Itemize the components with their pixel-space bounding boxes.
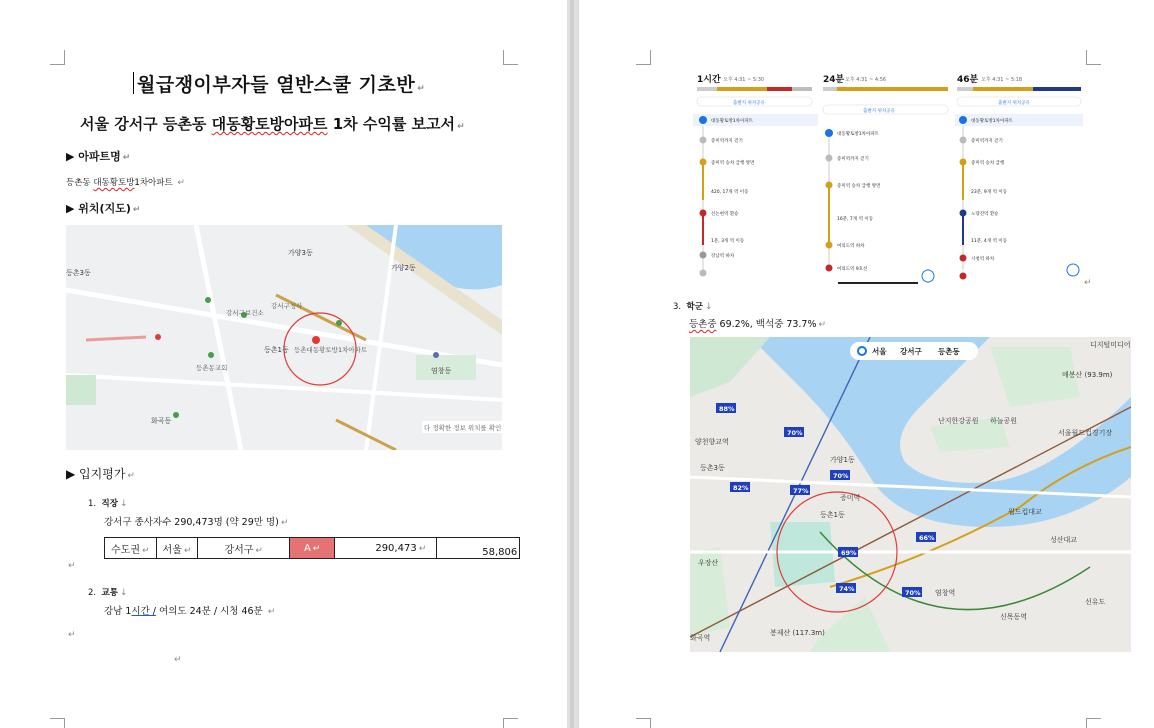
map-place: 신목동역 bbox=[1000, 613, 1028, 621]
svg-text:시청역 하차: 시청역 하차 bbox=[971, 257, 995, 262]
paragraph-mark: ↵ bbox=[68, 561, 76, 571]
text-cursor bbox=[133, 72, 134, 94]
map-place: 가양1동 bbox=[830, 456, 855, 464]
school-district-map[interactable] bbox=[690, 337, 1131, 652]
crop-mark bbox=[503, 718, 518, 728]
table-cell[interactable]: 58,806 bbox=[437, 538, 520, 559]
svg-text:증미역까지 걷기: 증미역까지 걷기 bbox=[711, 139, 743, 144]
svg-text:강남역 하차: 강남역 하차 bbox=[711, 254, 735, 259]
apartment-name[interactable]: 등촌동 대동황토방1차아파트 ↵ bbox=[66, 178, 185, 188]
table-cell[interactable]: 290,473 ↵ bbox=[335, 538, 437, 559]
map-pin-label: 강서구청사 bbox=[271, 302, 303, 310]
document-page-2 bbox=[579, 0, 1154, 728]
svg-text:출발지 위치공유: 출발지 위치공유 bbox=[863, 109, 895, 114]
svg-text:70%: 70% bbox=[833, 472, 849, 480]
map-label: 등촌1동 bbox=[264, 346, 289, 354]
svg-text:대동황토방1차아파트: 대동황토방1차아파트 bbox=[971, 119, 1013, 124]
map-pin-label: 강서구보건소 bbox=[226, 309, 264, 317]
svg-text:69%: 69% bbox=[841, 549, 857, 557]
svg-text:11분, 4개 역 이동: 11분, 4개 역 이동 bbox=[971, 239, 1008, 244]
svg-text:출발지 위치공유: 출발지 위치공유 bbox=[733, 101, 765, 106]
map-place: 등촌3동 bbox=[700, 464, 725, 472]
report-title[interactable]: 월급쟁이부자들 열반스쿨 기초반 ↵ bbox=[137, 70, 425, 97]
svg-text:오후 4:31 ~ 5:18: 오후 4:31 ~ 5:18 bbox=[981, 77, 1023, 83]
crop-mark bbox=[503, 50, 518, 65]
svg-text:1분, 3개 역 이동: 1분, 3개 역 이동 bbox=[711, 239, 745, 244]
svg-text:74%: 74% bbox=[839, 585, 855, 593]
crop-mark bbox=[50, 50, 65, 65]
svg-text:노량진역 환승: 노량진역 환승 bbox=[971, 212, 999, 217]
map-pin-label: 등촌대동황토방1차아파트 bbox=[294, 346, 368, 354]
map-label: 화곡동 bbox=[151, 417, 172, 425]
svg-text:77%: 77% bbox=[793, 487, 809, 495]
page-gap bbox=[567, 0, 579, 728]
map-place: 화곡역 bbox=[690, 634, 711, 642]
map-pin-label: 등촌동교회 bbox=[196, 364, 228, 372]
paragraph-mark: ↵ bbox=[174, 655, 182, 665]
svg-text:70%: 70% bbox=[905, 589, 921, 597]
map-place: 선유도 bbox=[1085, 598, 1106, 606]
svg-text:24분: 24분 bbox=[823, 75, 845, 85]
svg-text:대동황토방1차아파트: 대동황토방1차아파트 bbox=[711, 119, 753, 124]
svg-text:신논현역 환승: 신논현역 환승 bbox=[711, 212, 739, 217]
svg-text:66%: 66% bbox=[919, 534, 935, 542]
nav-item: 강서구 bbox=[900, 347, 922, 356]
map-place: 하늘공원 bbox=[990, 417, 1018, 425]
map-notice: 다 정확한 정보 위치를 확인 bbox=[424, 424, 502, 432]
map-place: 매봉산 (93.9m) bbox=[1062, 371, 1113, 379]
table-cell[interactable]: 수도권 ↵ bbox=[105, 538, 157, 559]
svg-text:여의도역 9호선: 여의도역 9호선 bbox=[837, 267, 868, 272]
transit-route-image[interactable] bbox=[693, 70, 1083, 285]
item-1-text[interactable]: 강서구 종사자수 290,473명 (약 29만 명) ↵ bbox=[104, 517, 289, 528]
svg-text:증미역 승차 급행: 증미역 승차 급행 bbox=[971, 161, 1005, 166]
svg-text:대동황토방1차아파트: 대동황토방1차아파트 bbox=[837, 132, 879, 137]
table-cell-highlighted[interactable]: A ↵ bbox=[289, 538, 334, 559]
location-map[interactable] bbox=[66, 225, 502, 450]
svg-text:16분, 7개 역 이동: 16분, 7개 역 이동 bbox=[837, 217, 874, 222]
map-place: 등촌1동 bbox=[820, 511, 845, 519]
svg-text:오후 4:31 ~ 5:30: 오후 4:31 ~ 5:30 bbox=[723, 77, 765, 83]
svg-text:증미역까지 걷기: 증미역까지 걷기 bbox=[837, 157, 869, 162]
map-place: 서울월드컵경기장 bbox=[1058, 429, 1113, 437]
item-2-heading[interactable]: 2. 교통 ↓ bbox=[88, 588, 128, 598]
svg-text:여의도역 하차: 여의도역 하차 bbox=[837, 244, 865, 249]
map-place: 양천향교역 bbox=[695, 438, 729, 446]
map-label: 가양3동 bbox=[288, 249, 313, 257]
crop-mark bbox=[636, 50, 651, 65]
employment-table[interactable] bbox=[104, 537, 520, 559]
section-apartment-heading[interactable]: ▶ 아파트명 ↵ bbox=[66, 150, 131, 163]
map-place: 증미역 bbox=[840, 494, 861, 502]
item-1-heading[interactable]: 1. 직장 ↓ bbox=[88, 499, 128, 509]
nav-item: 등촌동 bbox=[938, 347, 960, 356]
svg-text:1시간: 1시간 bbox=[697, 75, 721, 85]
map-navigation[interactable] bbox=[850, 342, 978, 360]
table-cell[interactable]: 서울 ↵ bbox=[156, 538, 198, 559]
item-2-text[interactable]: 강남 1시간 / 여의도 24분 / 시청 46분 ↵ bbox=[104, 606, 276, 617]
paragraph-mark: ↵ bbox=[68, 630, 76, 640]
svg-text:오후 4:31 ~ 4:56: 오후 4:31 ~ 4:56 bbox=[845, 77, 887, 83]
svg-text:82%: 82% bbox=[733, 484, 749, 492]
item-3-heading[interactable]: 3. 학군 ↓ bbox=[673, 302, 713, 312]
item-3-text[interactable]: 등촌중 69.2%, 백석중 73.7% ↵ bbox=[689, 319, 827, 330]
map-place: 우장산 bbox=[698, 559, 719, 567]
section-location-heading[interactable]: ▶ 위치(지도) ↵ bbox=[66, 202, 141, 215]
map-place: 성산대교 bbox=[1050, 536, 1078, 544]
section-evaluation-heading[interactable]: ▶ 입지평가 ↵ bbox=[66, 467, 135, 481]
crop-mark bbox=[636, 718, 651, 728]
table-cell[interactable]: 강서구 ↵ bbox=[198, 538, 290, 559]
svg-text:23분, 9개 역 이동: 23분, 9개 역 이동 bbox=[971, 190, 1008, 195]
crop-mark bbox=[1086, 718, 1101, 728]
svg-text:420, 17개 역 이동: 420, 17개 역 이동 bbox=[711, 190, 749, 195]
svg-text:출발지 위치공유: 출발지 위치공유 bbox=[998, 101, 1030, 106]
crop-mark bbox=[50, 718, 65, 728]
map-place: 월드컵대교 bbox=[1008, 508, 1042, 516]
crop-mark bbox=[1086, 50, 1101, 65]
svg-text:증미역 승차 급행 방면: 증미역 승차 급행 방면 bbox=[837, 184, 881, 189]
svg-text:88%: 88% bbox=[719, 405, 735, 413]
svg-text:증미역까지 걷기: 증미역까지 걷기 bbox=[971, 139, 1003, 144]
paragraph-mark: ↵ bbox=[1084, 278, 1092, 288]
report-subtitle[interactable]: 서울 강서구 등촌동 대동황토방아파트 1차 수익률 보고서 ↵ bbox=[80, 115, 465, 133]
svg-text:증미역 승차 급행 방면: 증미역 승차 급행 방면 bbox=[711, 161, 755, 166]
map-place: 봉제산 (117.3m) bbox=[770, 629, 825, 637]
map-place: 난지한강공원 bbox=[938, 417, 979, 425]
map-place: 디지털미디어 bbox=[1090, 341, 1131, 349]
nav-item: 서울 bbox=[872, 347, 887, 356]
svg-text:46분: 46분 bbox=[957, 75, 979, 85]
map-place: 염창역 bbox=[935, 589, 956, 597]
map-label: 가양2동 bbox=[391, 264, 416, 272]
svg-text:70%: 70% bbox=[787, 429, 803, 437]
document-page-1 bbox=[0, 0, 567, 728]
map-label: 염창동 bbox=[431, 367, 452, 375]
map-label: 등촌3동 bbox=[66, 269, 91, 277]
